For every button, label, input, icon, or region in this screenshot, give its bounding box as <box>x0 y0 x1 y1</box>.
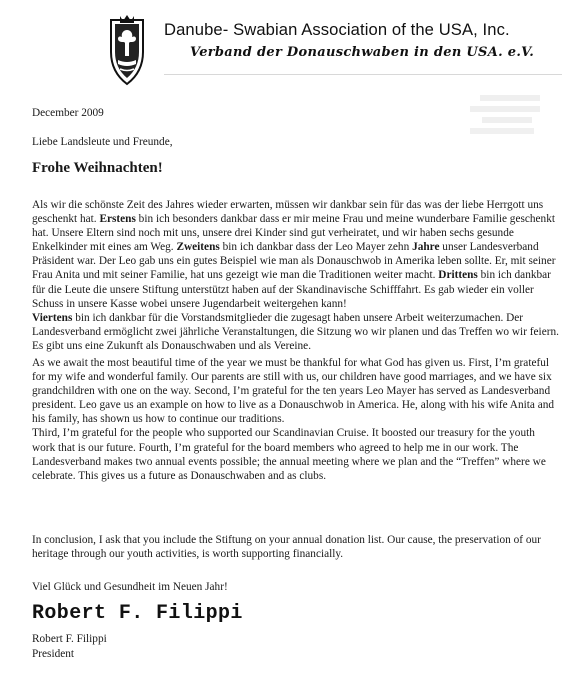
bold-keyword: Jahre <box>412 241 440 254</box>
closing-line: Viel Glück und Gesundheit im Neuen Jahr! <box>32 581 228 593</box>
body-text-run: bin ich dankbar für die Leute die unsere Stiftung unterstützt haben auf der Skandinavische Schifffahrt. Es gab wieder ein voller Schuss in unsere Kasse wobei unsere Jugendarbeit weitergehen kann! <box>32 269 551 310</box>
organization-name-german: Verband der Donauschwaben in den USA. e.V. <box>190 45 535 60</box>
body-text-run: Als wir die schönste Zeit des Jahres wieder erwarten, müssen wir dankbar sein für das was der liebe Herrgott uns geschenkt hat. <box>32 199 544 226</box>
body-text-run: bin ich dankbar dass der Leo Mayer zehn <box>219 241 413 254</box>
bold-keyword: Viertens <box>32 311 73 324</box>
body-text-run: bin ich dankbar für die Vorstandsmitglieder die zugesagt haben unsere Arbeit weiterzumachen. Der Landesverband ermöglicht zwei jährliche Veranstaltungen, die Sitzung wo wir planen und das Treffen wo wir feiern. Es gibt uns eine Zukunft als Donauschwaben und als Vereine. <box>32 311 559 352</box>
letter-date: December 2009 <box>32 107 104 119</box>
body-text-run: unser Landesverband Präsident war. Der Leo gab uns ein gutes Beispiel wie man als Donauschwob in Amerika leben sollte. Er, mit seiner Frau Anita und mit seiner Familie, hat uns gezeigt wie man die Traditionen weiter macht. <box>32 241 556 282</box>
english-body-paragraph <box>32 356 560 483</box>
signer-title: President <box>32 648 75 660</box>
body-text-run: Third, I’m grateful for the people who supported our Scandinavian Cruise. It boosted our treasury for the youth work that is our future. Fourth, I’m grateful for the board members who agreed to help me in our work. The Landesverband makes two annual events possible; the annual meeting where we plan and the “Treffen” where we celebrate. This gives us a future as Donauschwaben and as clubs. <box>32 427 546 482</box>
letter-greeting: Frohe Weihnachten! <box>32 160 163 176</box>
bold-keyword: Drittens <box>438 269 478 282</box>
handwritten-signature: Robert F. Filippi <box>32 602 243 625</box>
signer-name: Robert F. Filippi <box>32 633 107 645</box>
body-text-run: As we await the most beautiful time of the year we must be thankful for what God has given us. First, I’m grateful for my wife and wonderful family. Our parents are still with us, our children have good marriages, and we have six grandchildren with one on the way. Second, I’m grateful for the ten years Leo Mayer has served as Landesverband president. Leo gave us an example on how to live as a Donauschwob in America. He, along with his wife Anita and his family, has shown us how to continue our traditions. <box>32 357 555 426</box>
association-crest-icon <box>103 12 151 88</box>
conclusion-paragraph: In conclusion, I ask that you include the Stiftung on your annual donation list. Our cause, the preservation of our heritage through our youth activities, is worth supporting financially. <box>32 534 541 561</box>
bold-keyword: Zweitens <box>176 241 220 254</box>
header-divider <box>164 74 562 75</box>
bold-keyword: Erstens <box>99 213 136 226</box>
organization-name-english: Danube- Swabian Association of the USA, Inc. <box>164 20 510 39</box>
letter-salutation: Liebe Landsleute und Freunde, <box>32 136 173 148</box>
body-text-run: bin ich besonders dankbar dass er mir meine Frau und meine wunderbare Familie geschenkt hat. Unsere Eltern sind noch mit uns, unsere drei Kinder sind gut verheiratet, und wir haben sechs gesunde Enkelkinder mit eines am Weg. <box>32 213 555 254</box>
german-body-paragraph <box>32 198 560 353</box>
